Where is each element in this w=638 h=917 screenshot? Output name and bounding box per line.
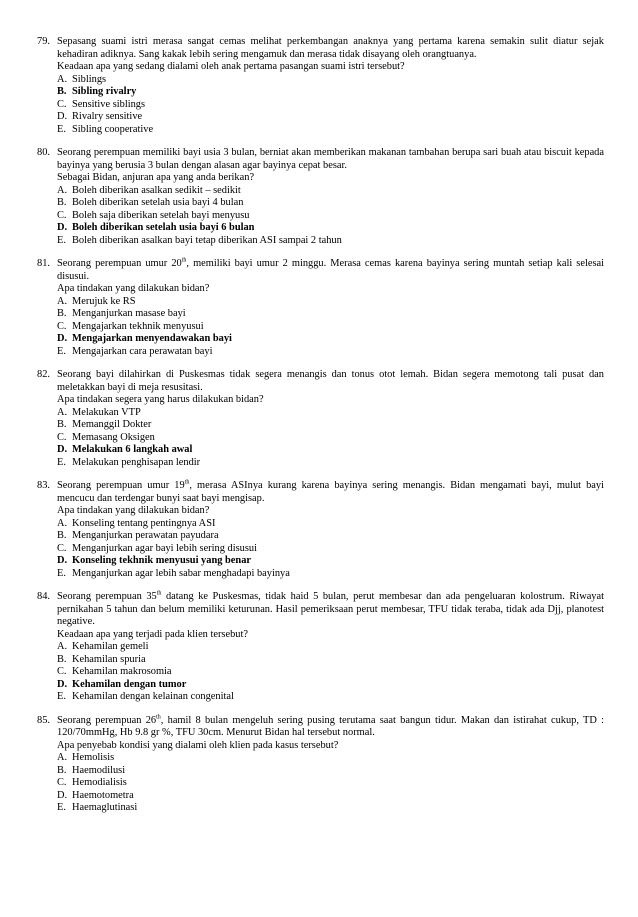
option-letter: A. <box>57 295 68 307</box>
option-text: Haemotometra <box>72 789 134 801</box>
question-prompt: Apa tindakan yang dilakukan bidan? <box>57 505 210 516</box>
option-c <box>57 666 604 679</box>
option-b <box>57 765 604 778</box>
question-prompt: Apa penyebab kondisi yang dialami oleh klien pada kasus tersebut? <box>57 739 339 751</box>
option-c <box>57 543 604 556</box>
option-letter: B. <box>57 419 67 430</box>
question-stem: Seorang perempuan memiliki bayi usia 3 bulan, berniat akan memberikan makanan tambahan berupa sari buah atau biscuit kepada bayinya yang berusia 3 bulan dengan alasan agar bayinya cepat besar. <box>57 147 604 171</box>
question-prompt: Keadaan apa yang sedang dialami oleh anak pertama pasangan suami istri tersebut? <box>57 61 405 72</box>
stem-text: , memiliki bayi umur 2 minggu. Merasa cemas karena bayinya sering muntah setiap kali selesai disusui. <box>57 258 604 282</box>
option-b-correct <box>57 86 604 99</box>
option-text: Sensitive siblings <box>72 98 146 110</box>
option-a <box>57 407 604 420</box>
question-number: 82. <box>37 369 50 380</box>
option-text: Memasang Oksigen <box>72 431 155 443</box>
stem-text: Seorang perempuan 35 <box>57 591 157 602</box>
option-d-correct <box>57 333 604 346</box>
option-text: Hemodialisis <box>72 777 127 788</box>
option-c <box>57 432 604 445</box>
option-letter: D. <box>57 222 68 233</box>
option-letter: C. <box>57 542 67 554</box>
question-stem <box>57 591 604 629</box>
question-number: 84. <box>37 591 50 602</box>
option-text: Melakukan VTP <box>72 406 141 418</box>
option-letter: A. <box>57 184 68 196</box>
option-text: Merujuk ke RS <box>72 295 136 307</box>
option-text: Mengajarkan menyendawakan bayi <box>72 333 232 344</box>
question-stem: Seorang bayi dilahirkan di Puskesmas tidak segera menangis dan tonus otot lemah. Bidan segera memotong tali pusat dan meletakkan bayi di meja resusitasi. <box>57 369 604 393</box>
option-text: Hemolisis <box>72 752 115 763</box>
option-e <box>57 802 604 815</box>
option-text: Haemaglutinasi <box>72 802 138 813</box>
option-c <box>57 777 604 790</box>
option-a <box>57 518 604 531</box>
question-prompt: Apa tindakan yang dilakukan bidan? <box>57 283 210 294</box>
option-c <box>57 210 604 223</box>
option-text: Memanggil Dokter <box>72 419 152 430</box>
option-letter: C. <box>57 320 67 332</box>
option-text: Boleh diberikan asalkan bayi tetap diberikan ASI sampai 2 tahun <box>72 234 342 246</box>
option-text: Kehamilan makrosomia <box>72 666 172 677</box>
option-text: Menganjurkan agar bayi lebih sering disusui <box>72 542 257 554</box>
option-e <box>57 457 604 470</box>
option-letter: C. <box>57 666 67 677</box>
option-letter: E. <box>57 456 66 468</box>
superscript: th <box>184 479 190 486</box>
stem-text: Seorang perempuan 26 <box>57 714 157 726</box>
option-a <box>57 752 604 765</box>
option-a <box>57 296 604 309</box>
option-d <box>57 790 604 803</box>
option-letter: E. <box>57 567 66 579</box>
option-a <box>57 74 604 87</box>
option-text: Konseling tekhnik menyusui yang benar <box>72 555 251 566</box>
option-text: Siblings <box>72 73 107 85</box>
question-82 <box>37 369 604 469</box>
option-letter: A. <box>57 752 68 763</box>
superscript: th <box>156 590 162 597</box>
option-b <box>57 654 604 667</box>
option-text: Melakukan 6 langkah awal <box>72 444 193 455</box>
option-letter: B. <box>57 197 67 208</box>
option-text: Kehamilan spuria <box>72 653 146 665</box>
option-letter: D. <box>57 333 68 344</box>
option-text: Menganjurkan masase bayi <box>72 308 186 319</box>
option-letter: D. <box>57 555 68 566</box>
option-text: Mengajarkan tekhnik menyusui <box>72 320 204 332</box>
option-letter: B. <box>57 308 67 319</box>
option-letter: B. <box>57 86 67 97</box>
option-letter: A. <box>57 406 68 418</box>
question-84 <box>37 591 604 704</box>
option-letter: A. <box>57 641 68 652</box>
question-number: 81. <box>37 258 50 269</box>
option-letter: A. <box>57 517 68 529</box>
option-text: Menganjurkan agar lebih sabar menghadapi bayinya <box>72 567 290 579</box>
option-c <box>57 321 604 334</box>
option-e <box>57 568 604 581</box>
option-letter: B. <box>57 653 67 665</box>
question-number: 85. <box>37 714 50 726</box>
option-letter: C. <box>57 777 67 788</box>
option-letter: E. <box>57 345 66 357</box>
stem-text: datang ke Puskesmas, tidak haid 5 bulan, perut membesar dan ada pengeluaran kolostrum. Riwayat pernikahan 5 tahun dan belum memiliki keturunan. Hasil pemeriksaan perut membesar, TFU tidak teraba, tidak ada Djj, planotest negative. <box>57 591 604 627</box>
option-text: Kehamilan dengan kelainan congenital <box>72 691 234 702</box>
option-text: Boleh saja diberikan setelah bayi menyusu <box>72 209 250 221</box>
question-number: 79. <box>37 36 50 47</box>
option-letter: D. <box>57 111 68 122</box>
option-letter: E. <box>57 123 66 135</box>
question-79 <box>37 36 604 136</box>
option-d-correct <box>57 679 604 692</box>
question-stem: Sepasang suami istri merasa sangat cemas melihat perkembangan anaknya yang pertama karena semakin sulit diatur sejak kehadiran adiknya. Sang kakak lebih sering mengamuk dan merasa tidak disayang oleh orangtuanya. <box>57 36 604 60</box>
option-text: Kehamilan gemeli <box>72 641 149 652</box>
option-c <box>57 99 604 112</box>
stem-text: , merasa ASInya kurang karena bayinya sering menangis. Bidan mengamati bayi, mulut bayi mencucu dan terdengar bunyi saat bayi mengisap. <box>57 480 604 504</box>
option-letter: D. <box>57 444 68 455</box>
option-e <box>57 346 604 359</box>
option-text: Rivalry sensitive <box>72 111 143 122</box>
question-prompt: Apa tindakan segera yang harus dilakukan bidan? <box>57 394 264 405</box>
question-number: 83. <box>37 480 50 491</box>
option-letter: C. <box>57 209 67 221</box>
option-text: Boleh diberikan asalkan sedikit – sedikit <box>72 184 241 196</box>
option-text: Sibling cooperative <box>72 123 154 135</box>
option-d-correct <box>57 555 604 568</box>
option-d-correct <box>57 222 604 235</box>
option-text: Boleh diberikan setelah usia bayi 4 bulan <box>72 197 244 208</box>
question-stem <box>57 480 604 505</box>
option-letter: D. <box>57 789 68 801</box>
option-b <box>57 530 604 543</box>
option-text: Melakukan penghisapan lendir <box>72 456 201 468</box>
option-letter: C. <box>57 431 67 443</box>
option-d <box>57 111 604 124</box>
option-text: Sibling rivalry <box>72 86 137 97</box>
option-e <box>57 235 604 248</box>
option-letter: B. <box>57 764 67 776</box>
option-text: Konseling tentang pentingnya ASI <box>72 517 216 529</box>
option-letter: D. <box>57 678 68 690</box>
question-stem <box>57 715 604 740</box>
option-b <box>57 197 604 210</box>
stem-text: Seorang perempuan umur 20 <box>57 258 182 269</box>
option-letter: C. <box>57 98 67 110</box>
question-80 <box>37 147 604 247</box>
option-b <box>57 419 604 432</box>
option-letter: A. <box>57 73 68 85</box>
option-b <box>57 308 604 321</box>
question-stem <box>57 258 604 283</box>
option-letter: E. <box>57 691 66 702</box>
question-81 <box>37 258 604 358</box>
question-prompt: Sebagai Bidan, anjuran apa yang anda berikan? <box>57 172 255 183</box>
option-a <box>57 185 604 198</box>
stem-text: Seorang perempuan umur 19 <box>57 480 185 491</box>
question-83 <box>37 480 604 580</box>
option-text: Menganjurkan perawatan payudara <box>72 530 219 541</box>
option-letter: E. <box>57 234 66 246</box>
option-d-correct <box>57 444 604 457</box>
option-a <box>57 641 604 654</box>
option-letter: B. <box>57 530 67 541</box>
superscript: th <box>156 714 161 721</box>
question-85 <box>37 715 604 815</box>
question-prompt: Keadaan apa yang terjadi pada klien tersebut? <box>57 628 248 640</box>
superscript: th <box>181 257 187 264</box>
option-text: Haemodilusi <box>72 764 126 776</box>
option-text: Boleh diberikan setelah usia bayi 6 bulan <box>72 222 255 233</box>
question-number: 80. <box>37 147 50 158</box>
option-text: Kehamilan dengan tumor <box>72 678 187 690</box>
option-e <box>57 691 604 704</box>
option-letter: E. <box>57 802 66 813</box>
option-e <box>57 124 604 137</box>
stem-text: , hamil 8 bulan mengeluh sering pusing terutama saat bangun tidur. Makan dan istirahat cukup, TD : 120/70mmHg, Hb 9.8 gr %, TFU 30cm. Menurut Bidan hal tersebut normal. <box>57 714 604 738</box>
option-text: Mengajarkan cara perawatan bayi <box>72 345 213 357</box>
